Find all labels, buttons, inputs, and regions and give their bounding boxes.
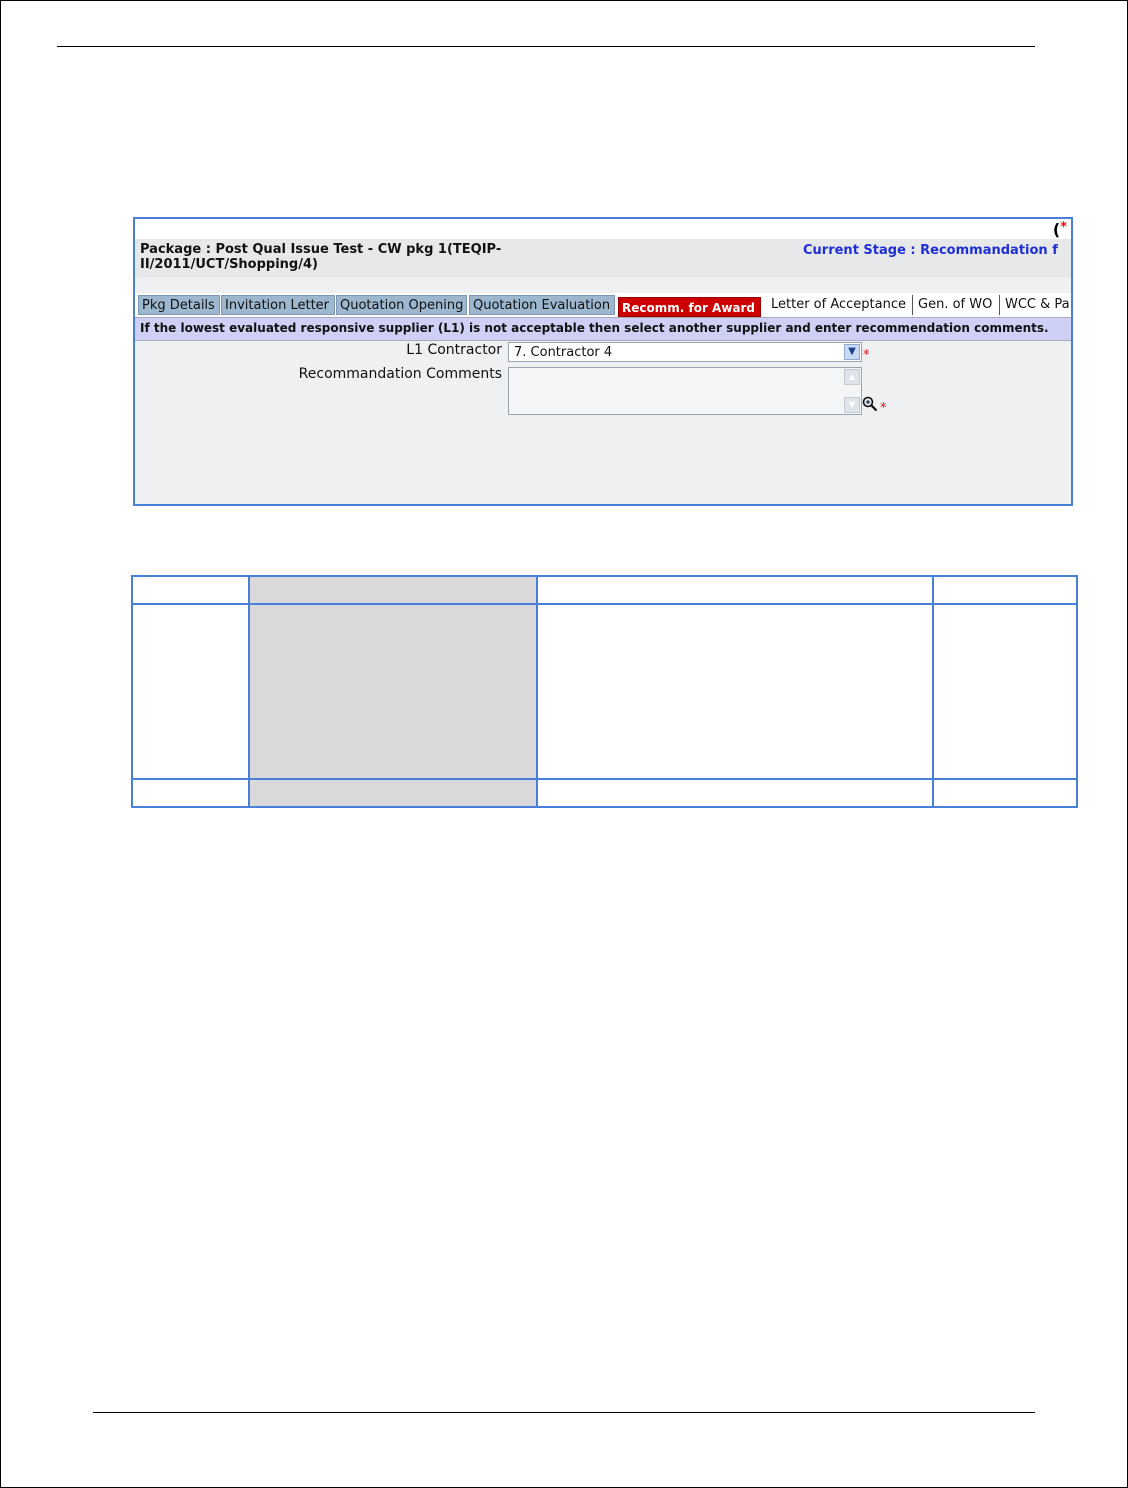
- tab-quotation-evaluation[interactable]: [469, 295, 615, 315]
- table-cell: [249, 604, 537, 779]
- chevron-down-icon[interactable]: ▼: [844, 344, 860, 360]
- table-cell: [249, 779, 537, 807]
- panel-top-strip: [135, 219, 1071, 239]
- comments-textarea[interactable]: [508, 367, 862, 415]
- tab-label: Quotation Opening: [340, 298, 464, 313]
- tab-label: Pkg Details: [142, 298, 215, 313]
- info-text: If the lowest evaluated responsive supplier (L1) is not acceptable then select another supplier and enter recommendation comments.: [140, 321, 1049, 335]
- table-cell: [132, 604, 249, 779]
- tab-label: Gen. of WO: [918, 297, 993, 312]
- table-cell: [537, 779, 933, 807]
- table-cell: [933, 576, 1077, 604]
- screenshot-panel: [133, 217, 1073, 506]
- table-cell: [249, 576, 537, 604]
- current-stage: Current Stage : Recommandation f: [803, 243, 1058, 258]
- table-cell: [537, 604, 933, 779]
- footer-rule: [93, 1412, 1035, 1413]
- tab-pkg-details[interactable]: [138, 295, 220, 315]
- scroll-down-icon[interactable]: ▼: [844, 397, 860, 413]
- table-cell: [537, 576, 933, 604]
- l1-contractor-select[interactable]: [508, 342, 862, 362]
- tab-recomm-for-award[interactable]: [618, 297, 761, 317]
- header-rule: [57, 46, 1035, 47]
- tab-wcc[interactable]: [1002, 295, 1073, 315]
- tab-label: WCC & Pa: [1005, 297, 1070, 312]
- table-cell: [933, 604, 1077, 779]
- comments-label: Recommandation Comments: [298, 366, 502, 382]
- l1-contractor-label: L1 Contractor: [406, 342, 502, 358]
- magnifier-icon[interactable]: [862, 396, 878, 412]
- layout-table: [131, 575, 1078, 808]
- tab-quotation-opening[interactable]: [336, 295, 467, 315]
- tab-letter-of-acceptance[interactable]: [768, 295, 913, 315]
- tab-bar: [135, 293, 1071, 317]
- required-star: *: [863, 348, 870, 363]
- tab-label: Invitation Letter: [225, 298, 330, 313]
- scroll-up-icon[interactable]: ▲: [844, 369, 860, 385]
- info-bar: [135, 317, 1071, 341]
- package-title: Package : Post Qual Issue Test - CW pkg 1(TEQIP-II/2011/UCT/Shopping/4): [140, 242, 502, 272]
- l1-contractor-value: 7. Contractor 4: [514, 345, 613, 360]
- tab-invitation-letter[interactable]: [221, 295, 335, 315]
- table-cell: [933, 779, 1077, 807]
- tab-label: Quotation Evaluation: [473, 298, 611, 313]
- table-cell: [132, 779, 249, 807]
- tab-label: Recomm. for Award: [622, 301, 756, 315]
- required-star: *: [880, 401, 887, 416]
- tab-label: Letter of Acceptance: [771, 297, 907, 312]
- tab-gen-of-wo[interactable]: [915, 295, 1000, 315]
- table-cell: [132, 576, 249, 604]
- required-legend: (*: [1052, 220, 1067, 239]
